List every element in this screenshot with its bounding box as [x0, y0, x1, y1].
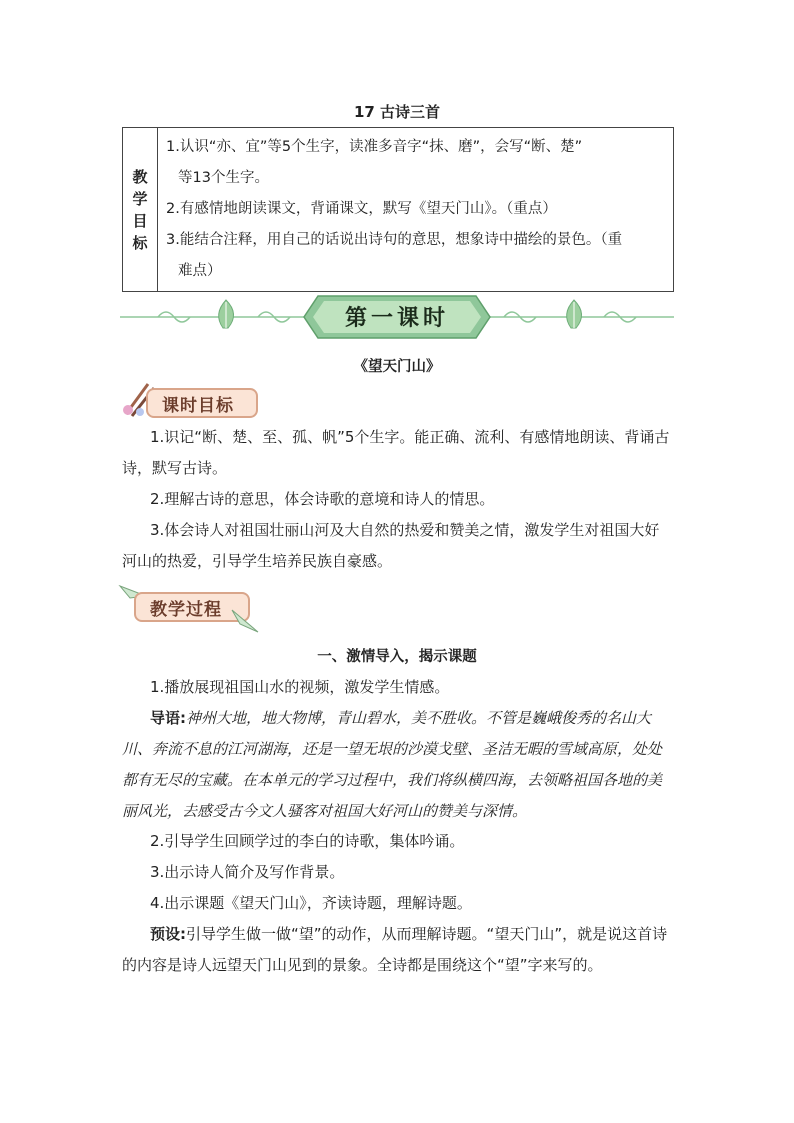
preset-text: 引导学生做一做“望”的动作，从而理解诗题。“望天门山”，就是说这首诗的内容是诗人远望天门山见到的景象。全诗都是围绕这个“望”字来写的。: [122, 925, 668, 974]
preset-paragraph: [122, 919, 674, 981]
intro-label: 导语:: [150, 709, 186, 727]
objective-item: 3.体会诗人对祖国壮丽山河及大自然的热爱和赞美之情，激发学生对祖国大好河山的热爱，引导学生培养民族自豪感。: [122, 521, 660, 570]
process-tag: [118, 588, 263, 622]
intro-text: 神州大地，地大物博，青山碧水，美不胜收。不管是巍峨俊秀的名山大川、奔流不息的江河湖海，还是一望无垠的沙漠戈壁、圣洁无暇的雪域高原，处处都有无尽的宝藏。在本单元的学习过程中，我们将纵横四海，去领略祖国各地的美丽风光，去感受古今文人骚客对祖国大好河山的赞美与深情。: [122, 709, 663, 820]
side-char: 教: [132, 167, 148, 186]
goal-line: 等13个生字。: [178, 170, 269, 186]
banner-title: 第一课时: [344, 306, 449, 331]
lesson-title: 17 古诗三首: [353, 103, 441, 121]
preset-label: 预设:: [150, 925, 186, 943]
objectives-tag-text: 课时目标: [162, 396, 234, 416]
lesson-banner: [118, 292, 676, 342]
section-title: 一、激情导入，揭示课题: [317, 649, 477, 665]
step-item: 3.出示诗人简介及写作背景。: [150, 863, 345, 881]
side-char: 标: [132, 233, 148, 252]
goals-body: [158, 128, 674, 292]
goal-line: 3.能结合注释，用自己的话说出诗句的意思，想象诗中描绘的景色。（重: [166, 232, 623, 248]
goal-line: 2.有感情地朗读课文，背诵课文，默写《望天门山》。（重点）: [166, 201, 557, 217]
side-char: 目: [132, 211, 148, 230]
paper-plane-icon: [230, 606, 260, 636]
poem-title: 《望天门山》: [353, 359, 441, 375]
objective-item: 1.识记“断、楚、至、孤、帆”5个生字。能正确、流利、有感情地朗读、背诵古诗，默写古诗。: [122, 428, 670, 477]
step-item: 2.引导学生回顾学过的李白的诗歌，集体吟诵。: [150, 832, 465, 850]
goal-line: 难点）: [178, 263, 222, 279]
goals-side-label: [123, 128, 158, 292]
step-item: 4.出示课题《望天门山》，齐读诗题，理解诗题。: [150, 894, 472, 912]
process-tag-text: 教学过程: [150, 600, 222, 620]
step-item: 1.播放展现祖国山水的视频，激发学生情感。: [150, 678, 450, 696]
intro-paragraph: [122, 703, 674, 827]
objective-item: 2.理解古诗的意思，体会诗歌的意境和诗人的情思。: [150, 490, 495, 508]
goal-line: 1.认识“亦、宜”等5个生字，读准多音字“抹、磨”，会写“断、楚”: [166, 139, 583, 155]
side-char: 学: [132, 189, 148, 208]
teaching-goals-table: [122, 127, 674, 292]
objectives-tag: [118, 384, 258, 418]
